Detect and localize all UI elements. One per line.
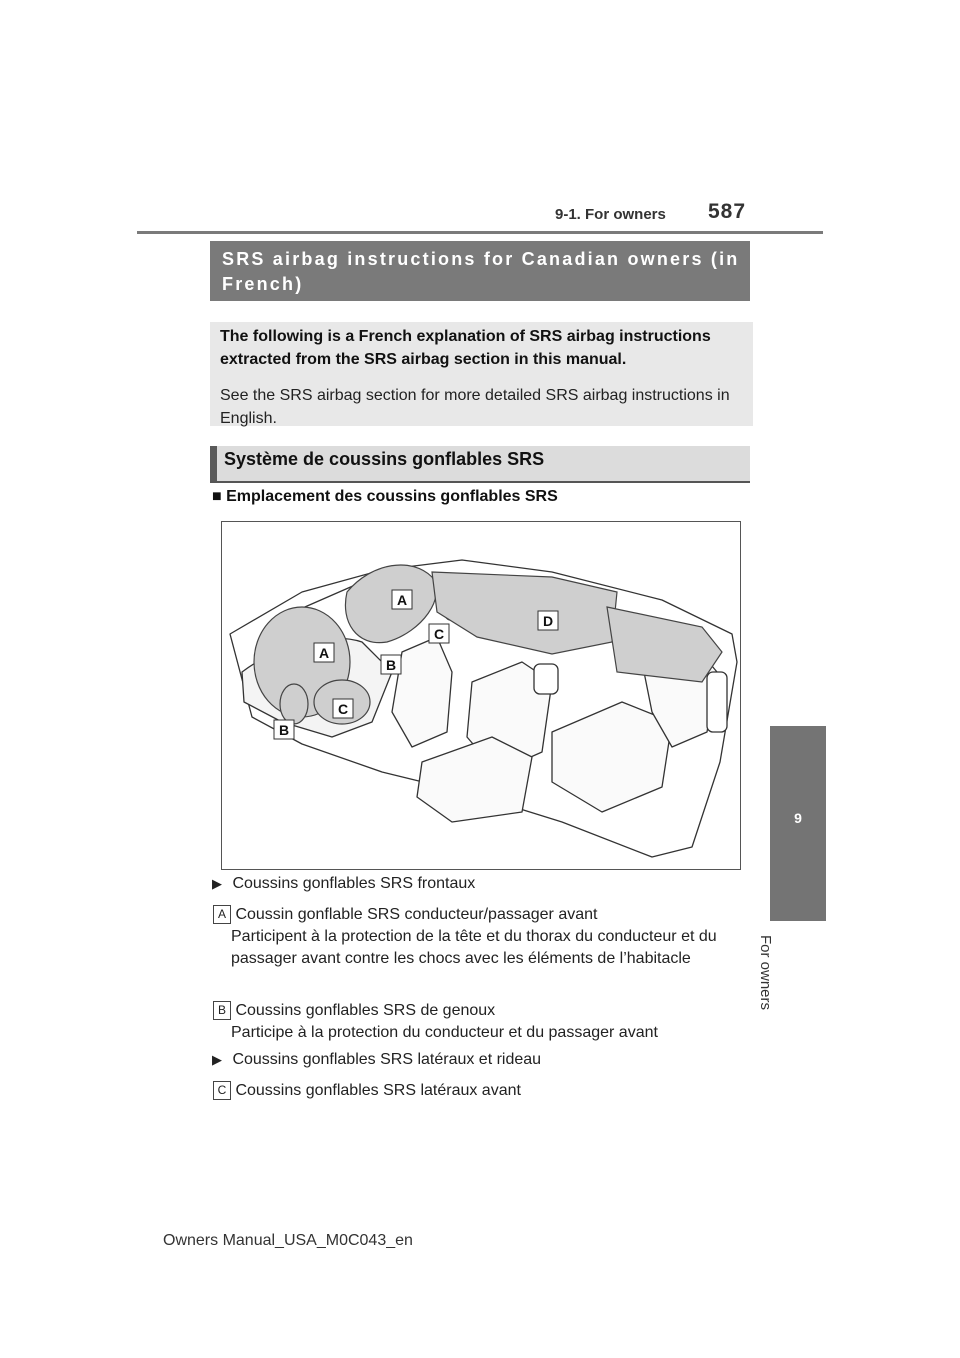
triangle-bullet-icon: ▶ bbox=[212, 876, 222, 891]
list-item bbox=[213, 1000, 753, 1022]
list-item-text: Coussins gonflables SRS latéraux et rideau bbox=[232, 1051, 542, 1068]
subsection-heading: Système de coussins gonflables SRS bbox=[224, 449, 545, 469]
figure-label-a-2: A bbox=[319, 645, 330, 661]
figure-label-c-1: C bbox=[434, 626, 445, 642]
figure-label-d: D bbox=[543, 613, 554, 629]
intro-text: See the SRS airbag section for more detailed SRS airbag instructions in English. bbox=[220, 387, 730, 427]
figure-label-b-1: B bbox=[386, 657, 397, 673]
tag-c-icon: C bbox=[213, 1081, 231, 1100]
chapter-tab-label bbox=[757, 935, 800, 1055]
list-item bbox=[212, 873, 475, 895]
tag-b-icon: B bbox=[213, 1001, 231, 1020]
list-item-body: Participent à la protection de la tête et du thorax du conducteur et du passager avant contre les chocs avec les éléments de l’habitacle bbox=[231, 928, 717, 967]
page-number: 587 bbox=[708, 200, 747, 223]
bullet-heading-text: Emplacement des coussins gonflables SRS bbox=[226, 488, 558, 505]
list-item bbox=[213, 904, 753, 926]
subsection-heading-bar bbox=[210, 446, 217, 481]
vehicle-interior-illustration bbox=[222, 522, 740, 869]
list-item-body: Participe à la protection du conducteur et du passager avant bbox=[231, 1024, 658, 1041]
list-item bbox=[212, 1049, 541, 1071]
list-item-text: Coussins gonflables SRS frontaux bbox=[232, 875, 476, 892]
header-rule bbox=[137, 231, 823, 234]
triangle-bullet-icon: ▶ bbox=[212, 1052, 222, 1067]
header-section-title: 9-1. For owners bbox=[555, 206, 666, 223]
figure-label-b-2: B bbox=[279, 722, 290, 738]
list-item-title: Coussin gonflable SRS conducteur/passager avant bbox=[235, 906, 598, 923]
figure-label-a-1: A bbox=[397, 592, 408, 608]
footer-manual-id: Owners Manual_USA_M0C043_en bbox=[163, 1232, 413, 1249]
chapter-tab-number: 9 bbox=[794, 810, 802, 826]
title-banner-text: SRS airbag instructions for Canadian owners (in French) bbox=[222, 249, 740, 294]
tag-a-icon: A bbox=[213, 905, 231, 924]
figure-label-c-2: C bbox=[338, 701, 349, 717]
chapter-tab-label-text: For owners bbox=[757, 935, 774, 1011]
square-bullet-icon: ■ bbox=[212, 488, 222, 505]
intro-bold-text: The following is a French explanation of SRS airbag instructions extracted from the SRS airbag section in this manual. bbox=[220, 328, 711, 368]
list-item bbox=[213, 1080, 753, 1102]
list-item-title: Coussins gonflables SRS latéraux avant bbox=[235, 1082, 521, 1099]
airbag-location-figure bbox=[221, 521, 741, 870]
bullet-heading bbox=[212, 488, 558, 506]
list-item-title: Coussins gonflables SRS de genoux bbox=[235, 1002, 496, 1019]
